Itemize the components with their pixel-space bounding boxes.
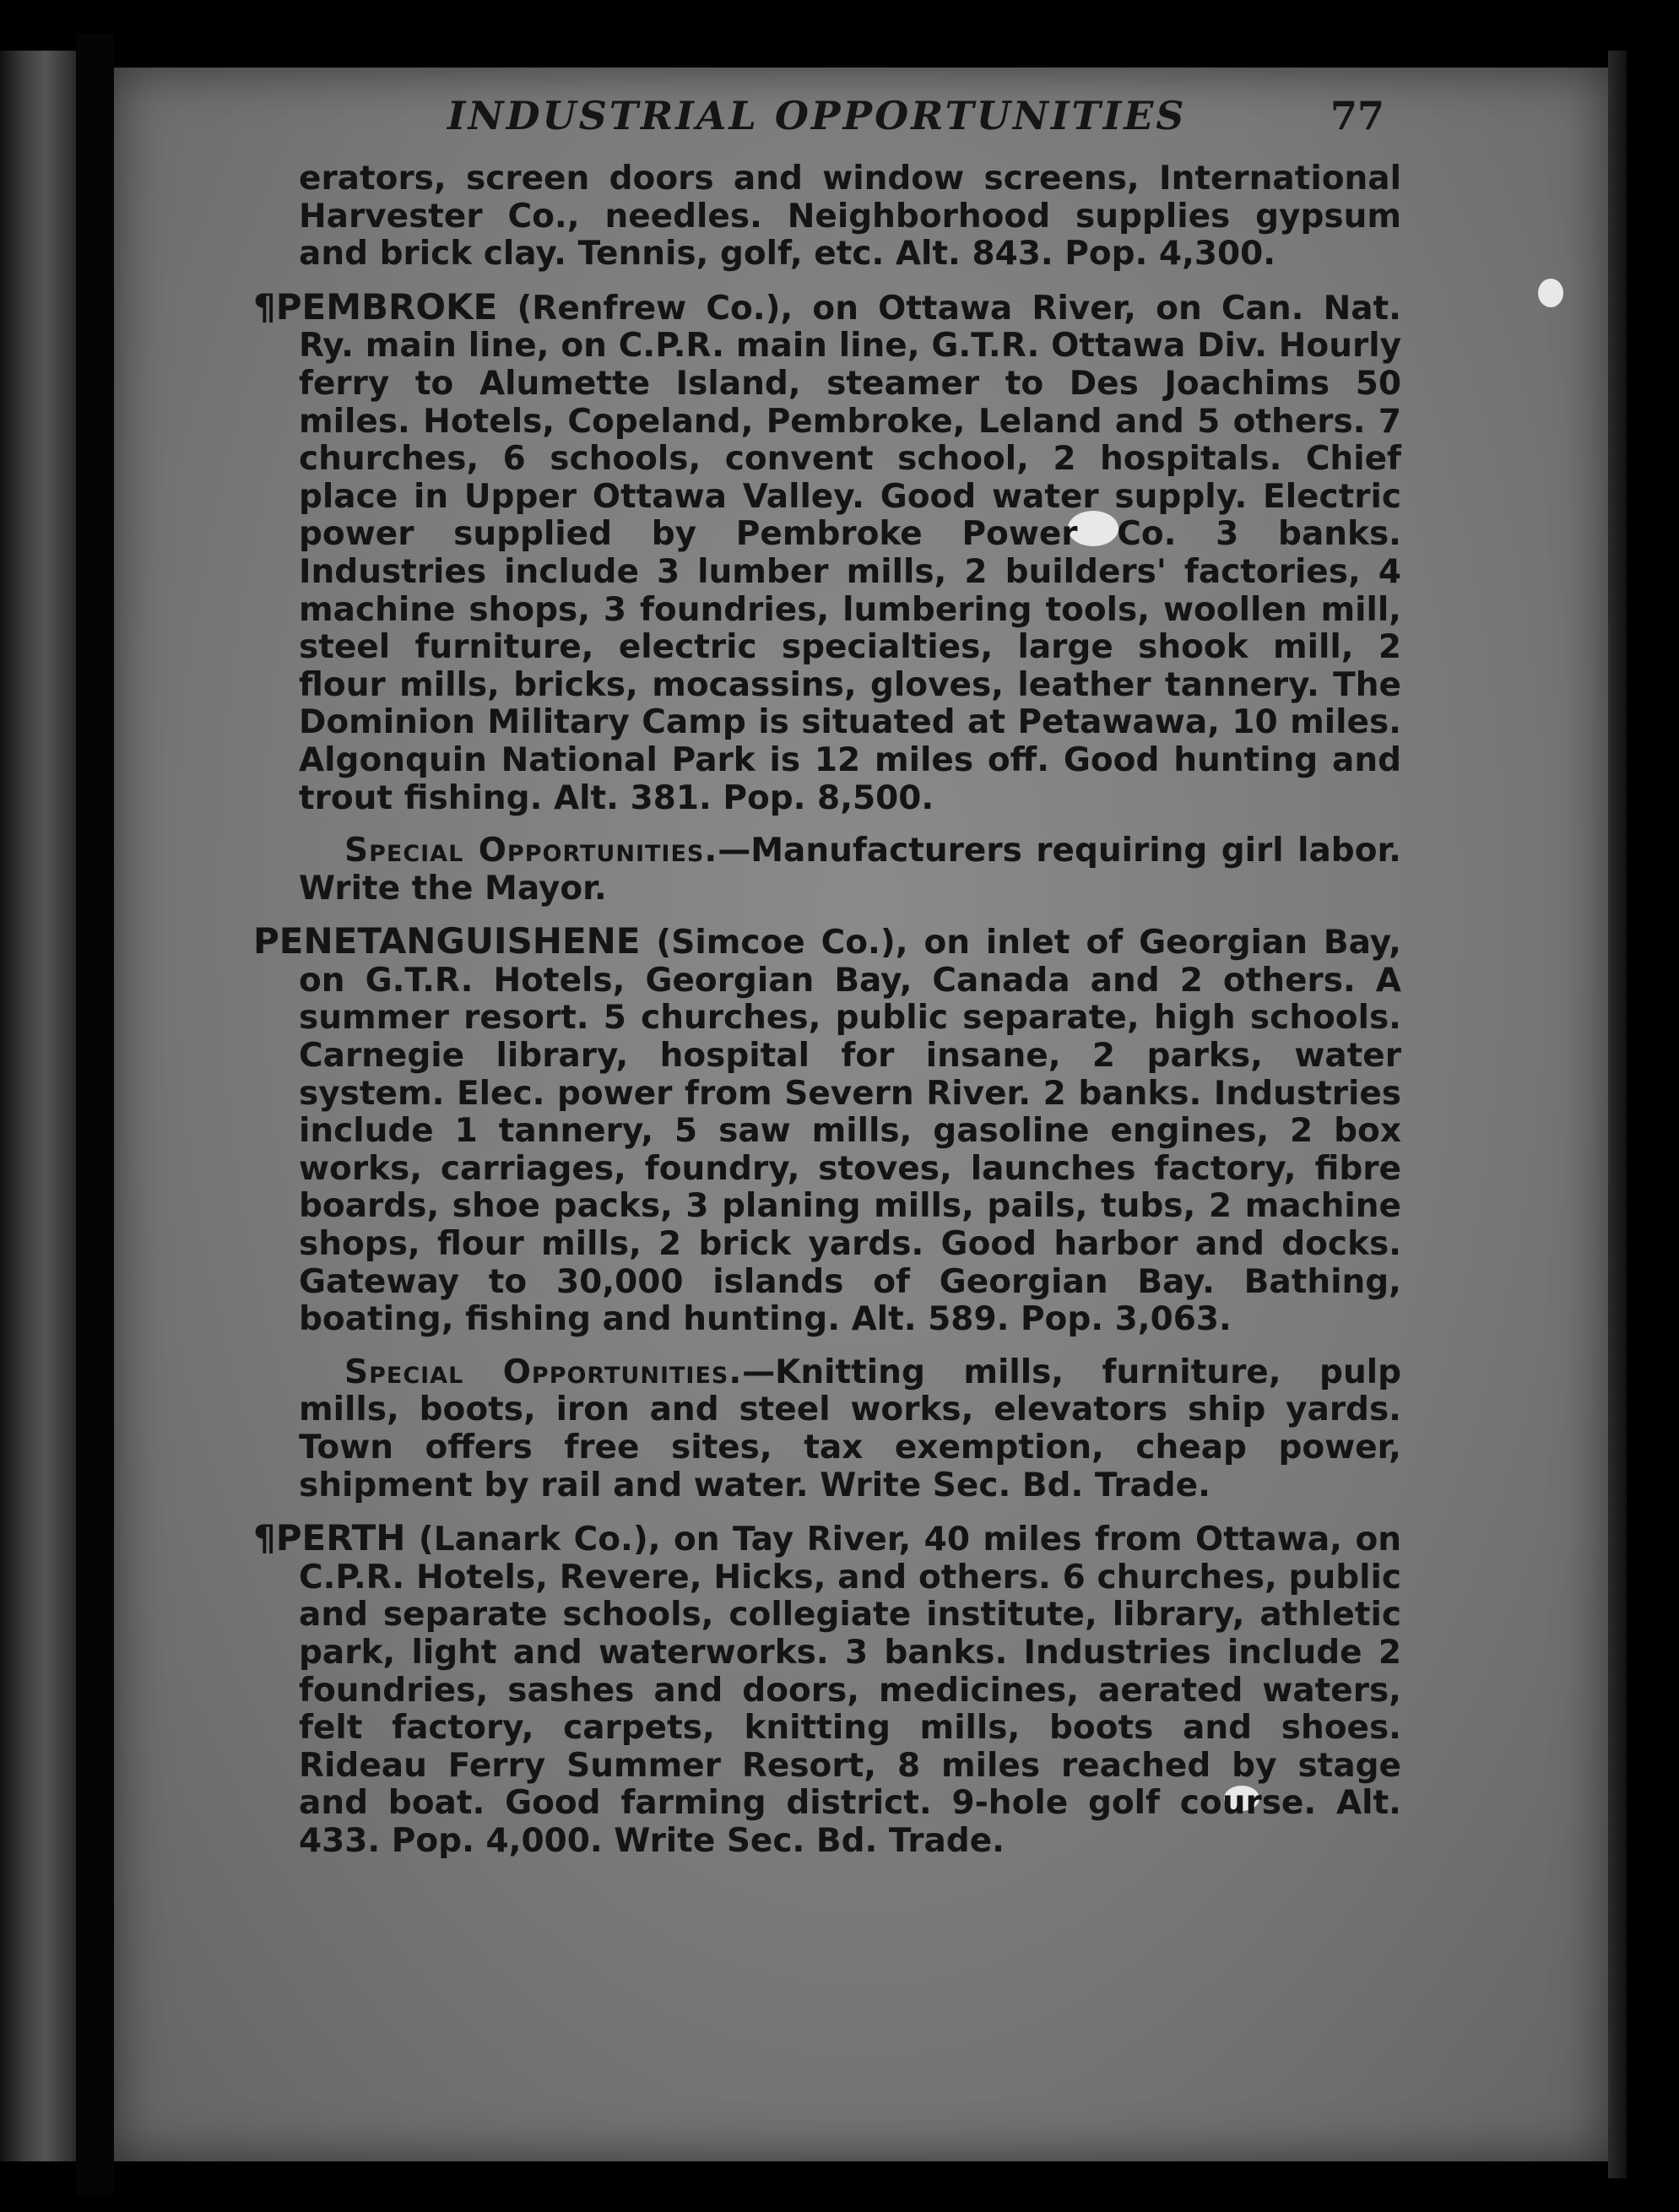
special-label: Special Opportunities. (344, 1353, 743, 1391)
running-header (321, 93, 1384, 152)
continuation-paragraph: erators, screen doors and window screens, International Harvester Co., needles. Neighborhood supplies gypsum and brick clay. Tennis, golf, etc. Alt. 843. Pop. 4,300. (299, 160, 1401, 274)
page-number: 77 (1330, 93, 1384, 138)
running-title: INDUSTRIAL OPPORTUNITIES (447, 93, 1187, 138)
special-opportunities-pembroke (253, 832, 1401, 908)
place-name: ¶PERTH (253, 1517, 406, 1559)
place-name: ¶PEMBROKE (253, 285, 498, 328)
entry-penetanguishene (253, 920, 1401, 1339)
special-text: —Manufacturers requiring girl labor. Write the Mayor. (299, 832, 1402, 908)
special-text: —Knitting mills, furniture, pulp mills, boots, iron and steel works, elevators ship yards. Town offers free sites, tax exemption, cheap power, shipment by rail and water. Write Sec. Bd. Trade. (299, 1353, 1401, 1504)
special-label: Special Opportunities. (344, 832, 718, 870)
paper-speck (1538, 279, 1563, 307)
entry-text: (Renfrew Co.), on Ottawa River, on Can. Nat. Ry. main line, on C.P.R. main line, G.T.R. Ottawa Div. Hourly ferry to Alumette Island, steamer to Des Joachims 50 miles. Hotels, Copeland, Pembroke, Leland and 5 others. 7 churches, 6 schools, convent school, 2 hospitals. Chief place in Upper Ottawa Valley. Good water supply. Electric power supplied by Pembroke Power Co. 3 banks. Industries include 3 lumber mills, 2 builders' factories, 4 machine shops, 3 foundries, lumbering tools, woollen mill, steel furniture, electric specialties, large shook mill, 2 flour mills, bricks, mocassins, gloves, leather tannery. The Dominion Military Camp is situated at Petawawa, 10 miles. Algonquin National Park is 12 miles off. Good hunting and trout fishing. Alt. 381. Pop. 8,500. (299, 289, 1401, 817)
body-text (253, 160, 1401, 1876)
special-opportunities-penetanguishene (253, 1354, 1401, 1504)
entry-text: (Simcoe Co.), on inlet of Georgian Bay, on G.T.R. Hotels, Georgian Bay, Canada and 2 others. A summer resort. 5 churches, public separate, high schools. Carnegie library, hospital for insane, 2 parks, water system. Elec. power from Severn River. 2 banks. Industries include 1 tannery, 5 saw mills, gasoline engines, 2 box works, carriages, foundry, stoves, launches factory, fibre boards, shoe packs, 3 planing mills, pails, tubs, 2 machine shops, flour mills, 2 brick yards. Good harbor and docks. Gateway to 30,000 islands of Georgian Bay. Bathing, boating, fishing and hunting. Alt. 589. Pop. 3,063. (299, 924, 1401, 1339)
entry-text: (Lanark Co.), on Tay River, 40 miles from Ottawa, on C.P.R. Hotels, Revere, Hicks, and others. 6 churches, public and separate schools, collegiate institute, library, athletic park, light and waterworks. 3 banks. Industries include 2 foundries, sashes and doors, medicines, aerated waters, felt factory, carpets, knitting mills, boots and shoes. Rideau Ferry Summer Resort, 8 miles reached by stage and boat. Good farming district. 9-hole golf course. Alt. 433. Pop. 4,000. Write Sec. Bd. Trade. (299, 1521, 1401, 1860)
book-gutter (76, 34, 114, 2195)
place-name: PENETANGUISHENE (253, 920, 641, 962)
facing-page-edge (0, 51, 76, 2161)
entry-perth (253, 1517, 1401, 1860)
page-right-edge (1608, 51, 1627, 2178)
entry-pembroke (253, 285, 1401, 817)
